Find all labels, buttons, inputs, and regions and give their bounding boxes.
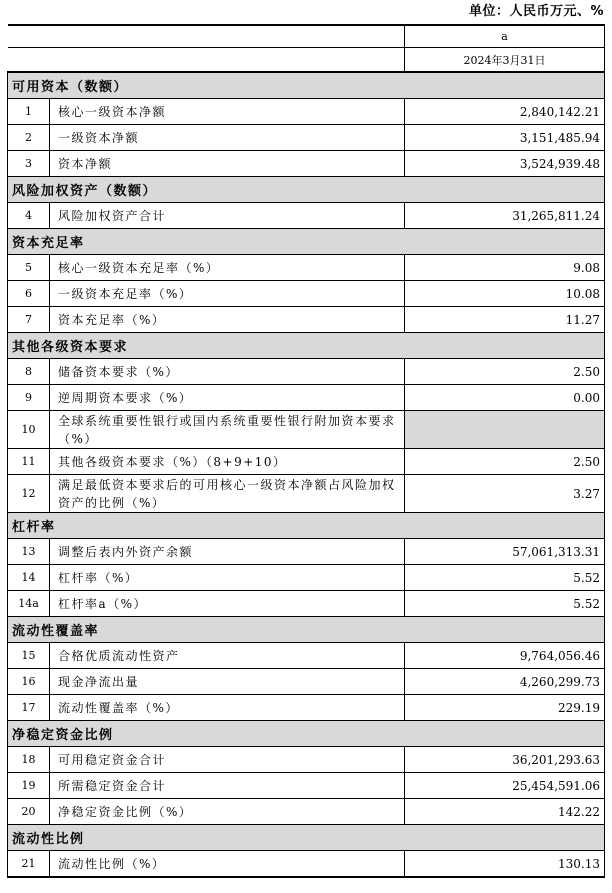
table-row bbox=[8, 411, 605, 449]
capital-metrics-table bbox=[7, 24, 605, 878]
section-title: 杠杆率 bbox=[8, 513, 605, 539]
table-row bbox=[8, 799, 605, 825]
row-label: 杠杆率a（%） bbox=[50, 591, 405, 617]
row-value: 2,840,142.21 bbox=[405, 99, 605, 125]
row-label: 资本净额 bbox=[50, 151, 405, 177]
row-number: 6 bbox=[8, 281, 50, 307]
row-number: 2 bbox=[8, 125, 50, 151]
row-number: 18 bbox=[8, 747, 50, 773]
table-row bbox=[8, 539, 605, 565]
row-label: 逆周期资本要求（%） bbox=[50, 385, 405, 411]
table-row bbox=[8, 151, 605, 177]
row-value: 36,201,293.63 bbox=[405, 747, 605, 773]
section-title: 流动性比例 bbox=[8, 825, 605, 851]
row-label: 全球系统重要性银行或国内系统重要性银行附加资本要求（%） bbox=[50, 411, 405, 449]
section-title: 其他各级资本要求 bbox=[8, 333, 605, 359]
table-row bbox=[8, 449, 605, 475]
row-number: 3 bbox=[8, 151, 50, 177]
row-label: 杠杆率（%） bbox=[50, 565, 405, 591]
row-number: 16 bbox=[8, 669, 50, 695]
row-value bbox=[405, 411, 605, 449]
table-row bbox=[8, 643, 605, 669]
table-row bbox=[8, 99, 605, 125]
row-number: 17 bbox=[8, 695, 50, 721]
row-label: 核心一级资本充足率（%） bbox=[50, 255, 405, 281]
table-row bbox=[8, 359, 605, 385]
section-title: 风险加权资产（数额） bbox=[8, 177, 605, 203]
row-number: 11 bbox=[8, 449, 50, 475]
row-label: 调整后表内外资产余额 bbox=[50, 539, 405, 565]
row-value: 142.22 bbox=[405, 799, 605, 825]
row-value: 10.08 bbox=[405, 281, 605, 307]
row-value: 229.19 bbox=[405, 695, 605, 721]
row-value: 2.50 bbox=[405, 449, 605, 475]
row-number: 1 bbox=[8, 99, 50, 125]
row-number: 21 bbox=[8, 851, 50, 878]
table-row bbox=[8, 475, 605, 513]
section-title: 流动性覆盖率 bbox=[8, 617, 605, 643]
header-blank-2 bbox=[8, 48, 405, 73]
row-label: 现金净流出量 bbox=[50, 669, 405, 695]
row-value: 5.52 bbox=[405, 591, 605, 617]
section-header bbox=[8, 617, 605, 643]
row-value: 3,524,939.48 bbox=[405, 151, 605, 177]
row-value: 130.13 bbox=[405, 851, 605, 878]
table-row bbox=[8, 695, 605, 721]
row-number: 20 bbox=[8, 799, 50, 825]
row-label: 风险加权资产合计 bbox=[50, 203, 405, 229]
row-number: 15 bbox=[8, 643, 50, 669]
row-number: 19 bbox=[8, 773, 50, 799]
row-number: 12 bbox=[8, 475, 50, 513]
table-row bbox=[8, 125, 605, 151]
row-label: 净稳定资金比例（%） bbox=[50, 799, 405, 825]
row-label: 流动性比例（%） bbox=[50, 851, 405, 878]
row-label: 其他各级资本要求（%）（8+9+10） bbox=[50, 449, 405, 475]
table-row bbox=[8, 565, 605, 591]
row-label: 储备资本要求（%） bbox=[50, 359, 405, 385]
row-value: 9,764,056.46 bbox=[405, 643, 605, 669]
row-number: 14a bbox=[8, 591, 50, 617]
header-row-date bbox=[8, 48, 605, 73]
header-column-code: a bbox=[405, 25, 605, 48]
row-value: 3.27 bbox=[405, 475, 605, 513]
row-value: 5.52 bbox=[405, 565, 605, 591]
row-label: 可用稳定资金合计 bbox=[50, 747, 405, 773]
row-number: 13 bbox=[8, 539, 50, 565]
table-row bbox=[8, 747, 605, 773]
header-column-date: 2024年3月31日 bbox=[405, 48, 605, 73]
table-row bbox=[8, 203, 605, 229]
section-header bbox=[8, 825, 605, 851]
table-row bbox=[8, 851, 605, 878]
row-label: 资本充足率（%） bbox=[50, 307, 405, 333]
row-label: 满足最低资本要求后的可用核心一级资本净额占风险加权资产的比例（%） bbox=[50, 475, 405, 513]
table-row bbox=[8, 255, 605, 281]
table-row bbox=[8, 281, 605, 307]
row-value: 57,061,313.31 bbox=[405, 539, 605, 565]
row-value: 25,454,591.06 bbox=[405, 773, 605, 799]
section-header bbox=[8, 72, 605, 99]
section-header bbox=[8, 177, 605, 203]
row-label: 一级资本充足率（%） bbox=[50, 281, 405, 307]
table-row bbox=[8, 669, 605, 695]
header-row-code bbox=[8, 25, 605, 48]
row-value: 3,151,485.94 bbox=[405, 125, 605, 151]
row-value: 31,265,811.24 bbox=[405, 203, 605, 229]
section-header bbox=[8, 513, 605, 539]
table-row bbox=[8, 385, 605, 411]
row-label: 所需稳定资金合计 bbox=[50, 773, 405, 799]
section-title: 净稳定资金比例 bbox=[8, 721, 605, 747]
section-title: 可用资本（数额） bbox=[8, 72, 605, 99]
row-value: 4,260,299.73 bbox=[405, 669, 605, 695]
section-header bbox=[8, 333, 605, 359]
row-number: 5 bbox=[8, 255, 50, 281]
row-value: 2.50 bbox=[405, 359, 605, 385]
table-row bbox=[8, 591, 605, 617]
unit-label: 单位：人民币万元、% bbox=[468, 4, 604, 19]
row-label: 合格优质流动性资产 bbox=[50, 643, 405, 669]
row-number: 10 bbox=[8, 411, 50, 449]
row-label: 流动性覆盖率（%） bbox=[50, 695, 405, 721]
header-blank bbox=[8, 25, 405, 48]
row-label: 一级资本净额 bbox=[50, 125, 405, 151]
row-label: 核心一级资本净额 bbox=[50, 99, 405, 125]
row-number: 9 bbox=[8, 385, 50, 411]
row-number: 4 bbox=[8, 203, 50, 229]
row-number: 8 bbox=[8, 359, 50, 385]
row-number: 14 bbox=[8, 565, 50, 591]
section-title: 资本充足率 bbox=[8, 229, 605, 255]
table-row bbox=[8, 307, 605, 333]
row-value: 9.08 bbox=[405, 255, 605, 281]
row-value: 0.00 bbox=[405, 385, 605, 411]
table-row bbox=[8, 773, 605, 799]
row-value: 11.27 bbox=[405, 307, 605, 333]
row-number: 7 bbox=[8, 307, 50, 333]
section-header bbox=[8, 229, 605, 255]
section-header bbox=[8, 721, 605, 747]
